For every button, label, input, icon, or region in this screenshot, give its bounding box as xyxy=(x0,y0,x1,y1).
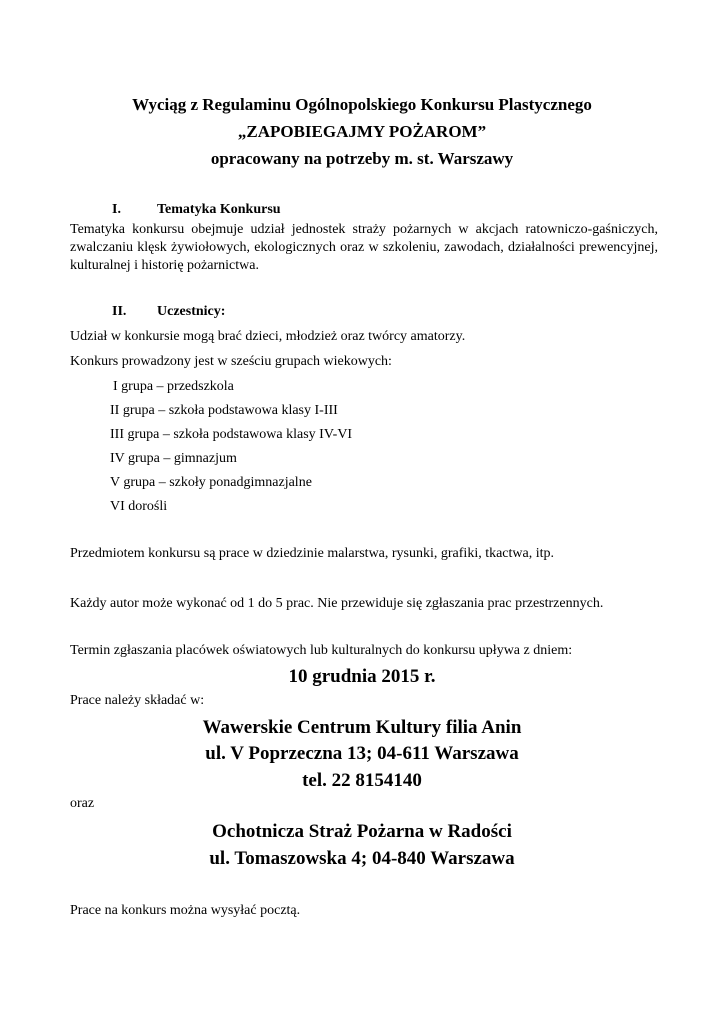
section2-number: II. xyxy=(112,304,127,319)
submit-intro: Prace należy składać w: xyxy=(70,693,205,708)
age-group-item: VI dorośli xyxy=(110,499,168,514)
section2-title: Uczestnicy: xyxy=(157,304,226,319)
participants-text: Udział w konkursie mogą brać dzieci, młodzież oraz twórcy amatorzy. xyxy=(70,329,466,344)
age-group-item: II grupa – szkoła podstawowa klasy I-III xyxy=(110,403,338,418)
section1-text: Tematyka konkursu obejmuje udział jednostek straży pożarnych w akcjach ratowniczo-gaśniczych, zwalczaniu klęsk żywiołowych, ekologicznych oraz w szkoleniu, zawodach, działalności prewencyjnej, kulturalnej i historię pożarnictwa. xyxy=(70,222,658,273)
section1-number: I. xyxy=(112,202,121,217)
age-group-item: I grupa – przedszkola xyxy=(113,379,234,394)
doc-title-line3: opracowany na potrzeby m. st. Warszawy xyxy=(210,149,514,168)
place1-address: ul. V Poprzeczna 13; 04-611 Warszawa xyxy=(205,743,519,764)
doc-title-line2: „ZAPOBIEGAJMY POŻAROM” xyxy=(237,122,487,141)
place2-name: Ochotnicza Straż Pożarna w Radości xyxy=(212,821,512,842)
doc-title-line1: Wyciąg z Regulaminu Ogólnopolskiego Konkursu Plastycznego xyxy=(132,95,592,114)
or-label: oraz xyxy=(70,796,95,811)
age-group-item: III grupa – szkoła podstawowa klasy IV-VI xyxy=(110,427,353,442)
section1-title: Tematyka Konkursu xyxy=(157,202,281,217)
place1-name: Wawerskie Centrum Kultury filia Anin xyxy=(202,717,522,738)
mail-paragraph: Prace na konkurs można wysyłać pocztą. xyxy=(70,903,301,918)
subject-paragraph: Przedmiotem konkursu są prace w dziedzinie malarstwa, rysunki, grafiki, tkactwa, itp. xyxy=(70,546,555,561)
limit-paragraph: Każdy autor może wykonać od 1 do 5 prac. Nie przewiduje się zgłaszania prac przestrzennych. xyxy=(70,596,604,611)
place1-phone: tel. 22 8154140 xyxy=(302,770,422,791)
deadline-date: 10 grudnia 2015 r. xyxy=(288,666,436,687)
age-group-item: IV grupa – gimnazjum xyxy=(110,451,237,466)
age-groups-intro: Konkurs prowadzony jest w sześciu grupach wiekowych: xyxy=(70,354,392,369)
age-group-item: V grupa – szkoły ponadgimnazjalne xyxy=(110,475,312,490)
deadline-intro: Termin zgłaszania placówek oświatowych lub kulturalnych do konkursu upływa z dniem: xyxy=(70,643,573,658)
place2-address: ul. Tomaszowska 4; 04-840 Warszawa xyxy=(209,848,515,869)
